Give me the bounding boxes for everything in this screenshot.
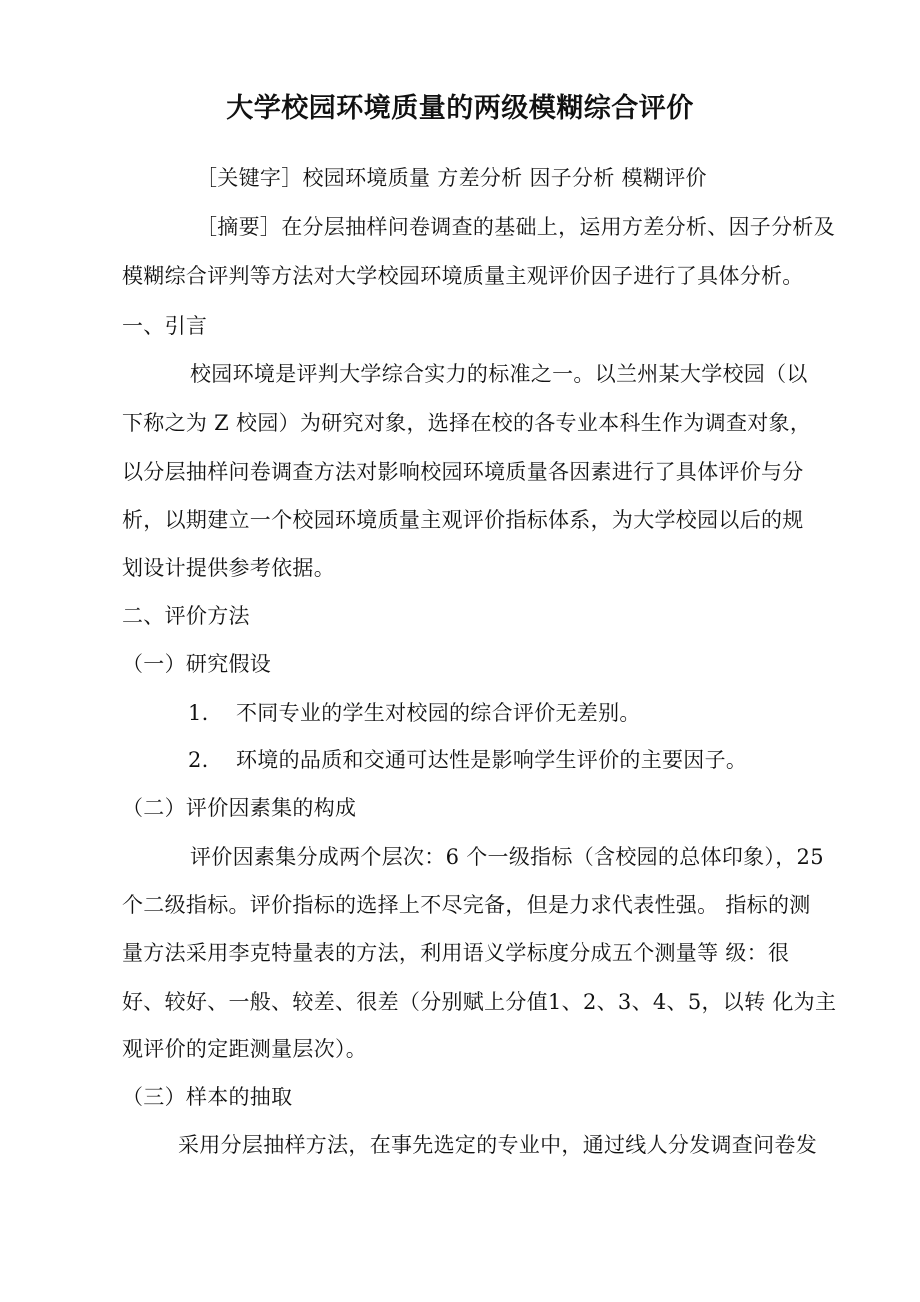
hypothesis-2-text: 环境的品质和交通可达性是影响学生评价的主要因子。 bbox=[236, 748, 748, 772]
document-title: 大学校园环境质量的两级模糊综合评价 bbox=[226, 93, 694, 124]
intro-para-line-4: 析，以期建立一个校园环境质量主观评价指标体系，为大学校园以后的规 bbox=[122, 508, 804, 532]
sub2-para-line-2: 个二级指标。评价指标的选择上不尽完备，但是力求代表性强。 指标的测 bbox=[122, 893, 811, 917]
hypothesis-1-number: 1. bbox=[188, 701, 209, 725]
abstract-line-2: 模糊综合评判等方法对大学校园环境质量主观评价因子进行了具体分析。 bbox=[122, 264, 804, 288]
sub2-para-line-1: 评价因素集分成两个层次：6 个一级指标（含校园的总体印象），25 bbox=[190, 845, 824, 869]
sub3-para-line-1: 采用分层抽样方法，在事先选定的专业中，通过线人分发调查问卷发 bbox=[178, 1133, 817, 1157]
subsection-heading-2: （二）评价因素集的构成 bbox=[122, 796, 357, 820]
sub2-para-line-5: 观评价的定距测量层次）。 bbox=[122, 1037, 368, 1061]
subsection-heading-3: （三）样本的抽取 bbox=[122, 1085, 293, 1109]
abstract-line-1: ［摘要］在分层抽样问卷调查的基础上，运用方差分析、因子分析及 bbox=[196, 215, 835, 239]
keywords-line: ［关键字］校园环境质量 方差分析 因子分析 模糊评价 bbox=[196, 166, 707, 190]
intro-para-line-5: 划设计提供参考依据。 bbox=[122, 556, 335, 580]
intro-para-line-2: 下称之为 Z 校园）为研究对象，选择在校的各专业本科生作为调查对象， bbox=[122, 411, 812, 435]
subsection-heading-1: （一）研究假设 bbox=[122, 652, 272, 676]
hypothesis-1-text: 不同专业的学生对校园的综合评价无差别。 bbox=[236, 701, 641, 725]
intro-para-line-1: 校园环境是评判大学综合实力的标准之一。以兰州某大学校园（以 bbox=[190, 362, 808, 386]
section-heading-method: 二、评价方法 bbox=[122, 604, 250, 628]
sub2-para-line-4: 好、较好、一般、较差、很差（分别赋上分值1、2、3、4、5，以转 化为主 bbox=[122, 990, 837, 1014]
hypothesis-2-number: 2. bbox=[188, 748, 209, 772]
section-heading-intro: 一、引言 bbox=[122, 314, 208, 338]
intro-para-line-3: 以分层抽样问卷调查方法对影响校园环境质量各因素进行了具体评价与分 bbox=[122, 460, 804, 484]
sub2-para-line-3: 量方法采用李克特量表的方法，利用语义学标度分成五个测量等 级：很 bbox=[122, 941, 790, 965]
